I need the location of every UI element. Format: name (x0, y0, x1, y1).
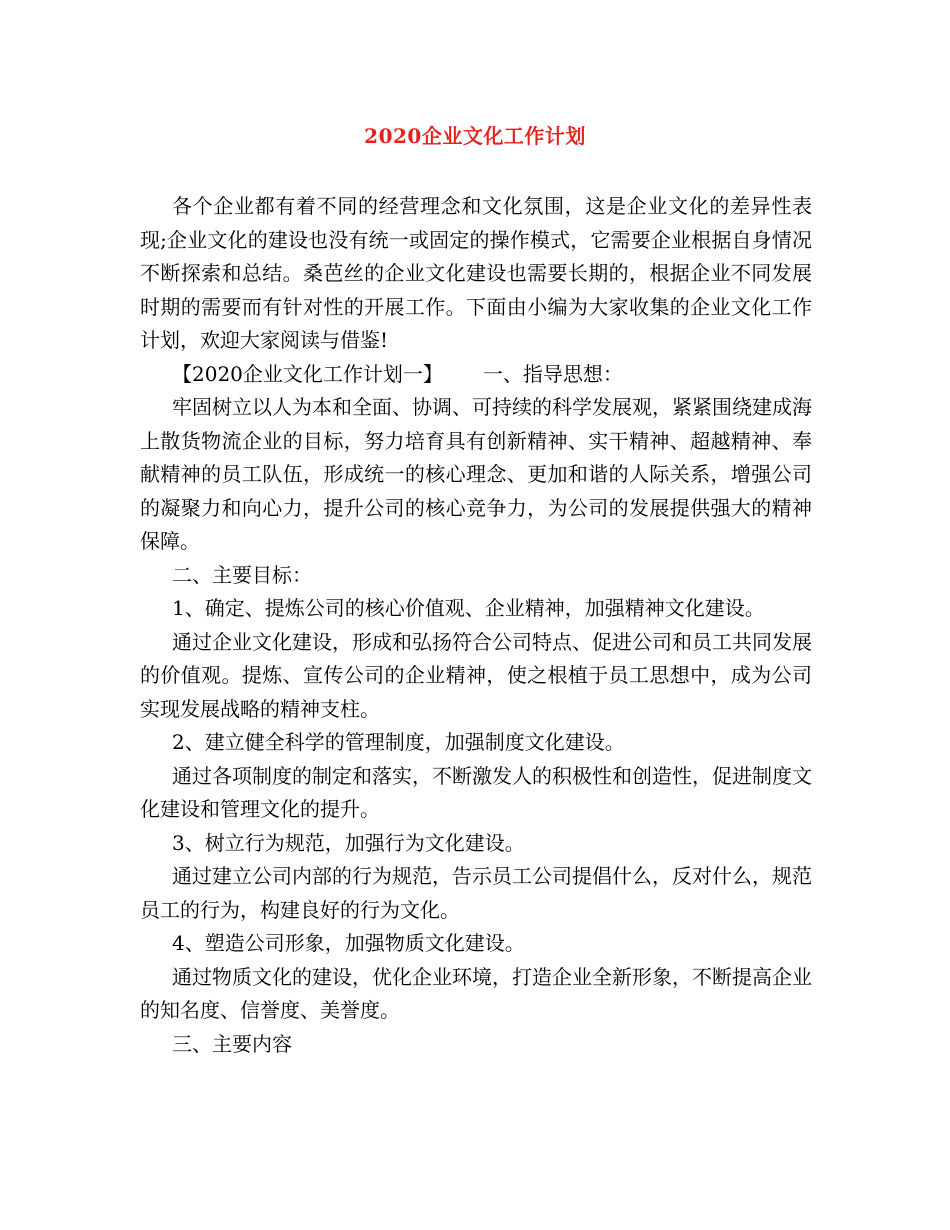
plan-heading-line (140, 358, 812, 392)
goal-3-body: 通过建立公司内部的行为规范，告示员工公司提倡什么，反对什么，规范员工的行为，构建良好的行为文化。 (140, 864, 812, 922)
goal-4-body: 通过物质文化的建设，优化企业环境，打造企业全新形象，不断提高企业的知名度、信誉度、美誉度。 (140, 964, 812, 1022)
section1-body: 牢固树立以人为本和全面、协调、可持续的科学发展观，紧紧围绕建成海上散货物流企业的目标，努力培育具有创新精神、实干精神、超越精神、奉献精神的员工队伍，形成统一的核心理念、更加和谐的人际关系，增强公司的凝聚力和向心力，提升公司的核心竞争力，为公司的发展提供强大的精神保障。 (140, 395, 812, 553)
goal-1-heading: 1、确定、提炼公司的核心价值观、企业精神，加强精神文化建设。 (172, 596, 765, 620)
goal-2-body: 通过各项制度的制定和落实，不断激发人的积极性和创造性，促进制度文化建设和管理文化的提升。 (140, 763, 812, 821)
document-title: 2020企业文化工作计划 (364, 124, 586, 148)
section1-heading: 一、指导思想： (482, 361, 623, 386)
goal-1-body: 通过企业文化建设，形成和弘扬符合公司特点、促进公司和员工共同发展的价值观。提炼、宣传公司的企业精神，使之根植于员工思想中，成为公司实现发展战略的精神支柱。 (140, 629, 812, 721)
goal-2-heading: 2、建立健全科学的管理制度，加强制度文化建设。 (172, 730, 625, 754)
document-body (140, 190, 812, 1061)
intro-paragraph: 各个企业都有着不同的经营理念和文化氛围，这是企业文化的差异性表现;企业文化的建设也没有统一或固定的操作模式，它需要企业根据自身情况不断探索和总结。桑芭丝的企业文化建设也需要长期的，根据企业不同发展时期的需要而有针对性的开展工作。下面由小编为大家收集的企业文化工作计划，欢迎大家阅读与借鉴! (140, 194, 812, 352)
goal-4-heading: 4、塑造公司形象，加强物质文化建设。 (172, 931, 525, 955)
plan-heading: 【2020企业文化工作计划一】 (172, 361, 443, 386)
section2-heading: 二、主要目标： (172, 562, 312, 587)
section3-heading: 三、主要内容 (172, 1031, 292, 1056)
goal-3-heading: 3、树立行为规范，加强行为文化建设。 (172, 830, 525, 855)
